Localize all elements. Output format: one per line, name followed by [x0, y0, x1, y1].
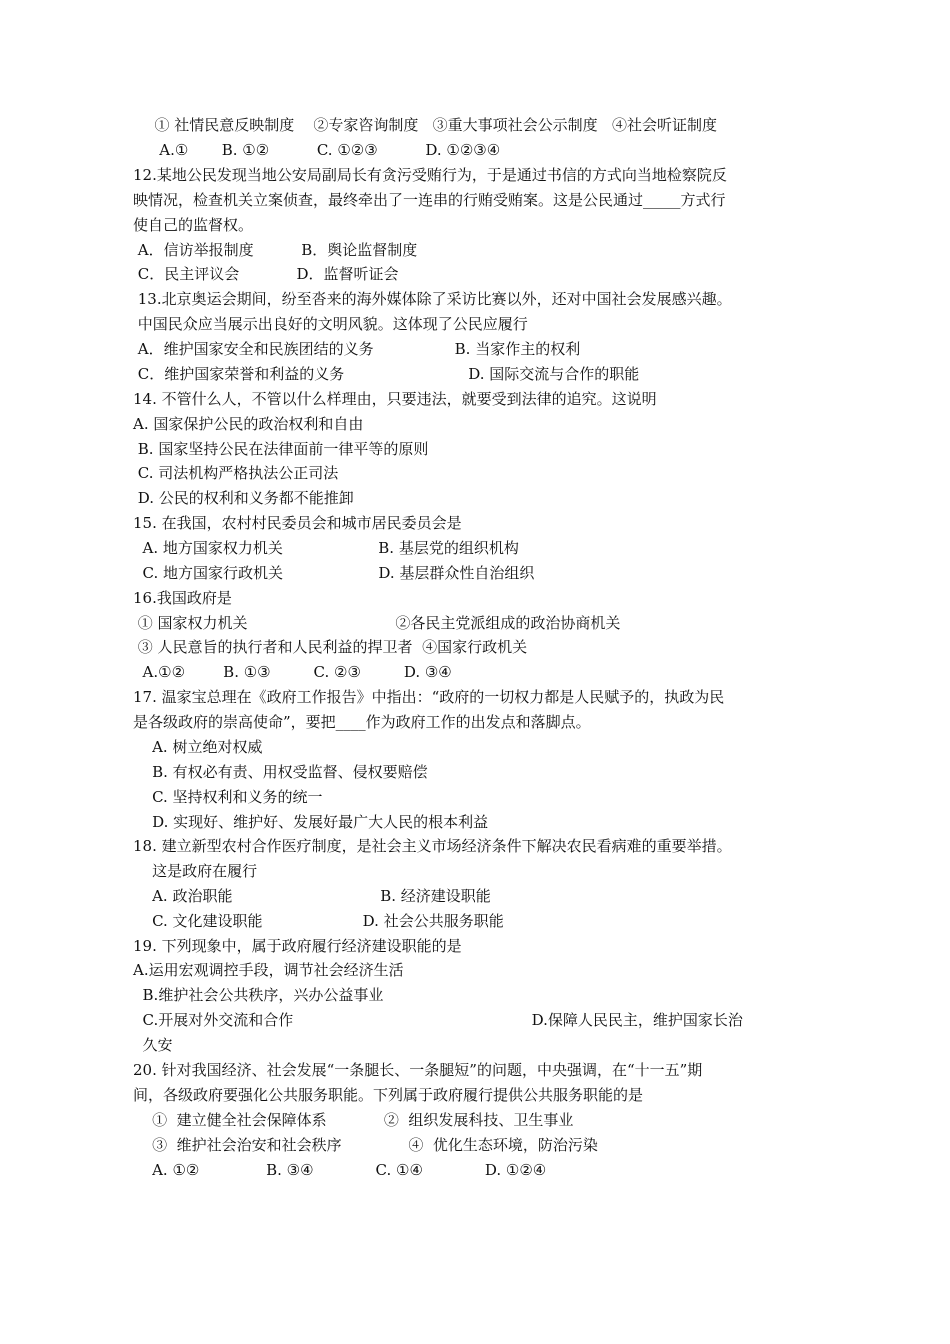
text-line: D. 实现好、维护好、发展好最广大人民的根本利益 — [133, 813, 489, 831]
text-line: 19. 下列现象中，属于政府履行经济建设职能的是 — [133, 937, 462, 955]
text-line: A. 树立绝对权威 — [133, 738, 263, 756]
text-line: 使自己的监督权。 — [133, 216, 254, 234]
text-line: A.①② B. ①③ C. ②③ D. ③④ — [133, 663, 452, 681]
text-line: 间，各级政府要强化公共服务职能。下列属于政府履行提供公共服务职能的是 — [133, 1086, 644, 1104]
text-line: 13.北京奥运会期间，纷至沓来的海外媒体除了采访比赛以外，还对中国社会发展感兴趣。 — [133, 290, 732, 308]
text-line: A.① B. ①② C. ①②③ D. ①②③④ — [145, 141, 501, 159]
text-line: 20. 针对我国经济、社会发展“一条腿长、一条腿短”的问题，中央强调，在“十一五”期 — [133, 1061, 703, 1079]
text-line: C. 地方国家行政机关 D. 基层群众性自治组织 — [133, 564, 535, 582]
text-line: B.维护社会公共秩序，兴办公益事业 — [133, 986, 384, 1004]
text-line: C.开展对外交流和合作 D.保障人民民主，维护国家长治 — [133, 1011, 743, 1029]
text-line: 12.某地公民发现当地公安局副局长有贪污受贿行为，于是通过书信的方式向当地检察院反 — [133, 166, 727, 184]
text-line: 是各级政府的崇高使命”，要把____作为政府工作的出发点和落脚点。 — [133, 713, 591, 731]
text-line: 18. 建立新型农村合作医疗制度，是社会主义市场经济条件下解决农民看病难的重要举措。 — [133, 837, 732, 855]
text-line: A．维护国家安全和民族团结的义务 B. 当家作主的权利 — [133, 340, 581, 358]
text-line: A．信访举报制度 B．舆论监督制度 — [133, 241, 418, 259]
text-line: ③ 人民意旨的执行者和人民利益的捍卫者 ④国家行政机关 — [133, 638, 528, 656]
text-line: 这是政府在履行 — [133, 862, 258, 880]
text-line: 15. 在我国，农村村民委员会和城市居民委员会是 — [133, 514, 462, 532]
text-line: C. 文化建设职能 D. 社会公共服务职能 — [133, 912, 504, 930]
text-line: ① 社情民意反映制度 ②专家咨询制度 ③重大事项社会公示制度 ④社会听证制度 — [145, 116, 717, 134]
text-line: 中国民众应当展示出良好的文明风貌。这体现了公民应履行 — [133, 315, 528, 333]
text-line: 16.我国政府是 — [133, 589, 232, 607]
text-line: A. ①② B. ③④ C. ①④ D. ①②④ — [133, 1161, 547, 1179]
text-line: A. 政治职能 B. 经济建设职能 — [133, 887, 491, 905]
text-line: 14. 不管什么人，不管以什么样理由，只要违法，就要受到法律的追究。这说明 — [133, 390, 657, 408]
text-line: 映情况，检查机关立案侦查，最终牵出了一连串的行贿受贿案。这是公民通过_____方式行 — [133, 191, 726, 209]
text-line: 17. 温家宝总理在《政府工作报告》中指出：“政府的一切权力都是人民赋予的，执政为民 — [133, 688, 725, 706]
text-line: D. 公民的权利和义务都不能推卸 — [133, 489, 354, 507]
text-line: A.运用宏观调控手段，调节社会经济生活 — [133, 961, 404, 979]
text-line: C. 司法机构严格执法公正司法 — [133, 464, 339, 482]
text-line: ③ 维护社会治安和社会秩序 ④ 优化生态环境，防治污染 — [133, 1136, 598, 1154]
text-line: C．维护国家荣誉和利益的义务 D. 国际交流与合作的职能 — [133, 365, 640, 383]
text-line: A. 地方国家权力机关 B. 基层党的组织机构 — [133, 539, 519, 557]
text-line: ① 建立健全社会保障体系 ② 组织发展科技、卫生事业 — [133, 1111, 574, 1129]
text-line: ① 国家权力机关 ②各民主党派组成的政治协商机关 — [133, 614, 621, 632]
text-line: C．民主评议会 D．监督听证会 — [133, 265, 399, 283]
text-line: 久安 — [133, 1036, 173, 1054]
text-line: B. 有权必有责、用权受监督、侵权要赔偿 — [133, 763, 428, 781]
text-line: C. 坚持权利和义务的统一 — [133, 788, 323, 806]
text-line: A. 国家保护公民的政治权利和自由 — [133, 415, 364, 433]
text-line: B. 国家坚持公民在法律面前一律平等的原则 — [133, 440, 429, 458]
